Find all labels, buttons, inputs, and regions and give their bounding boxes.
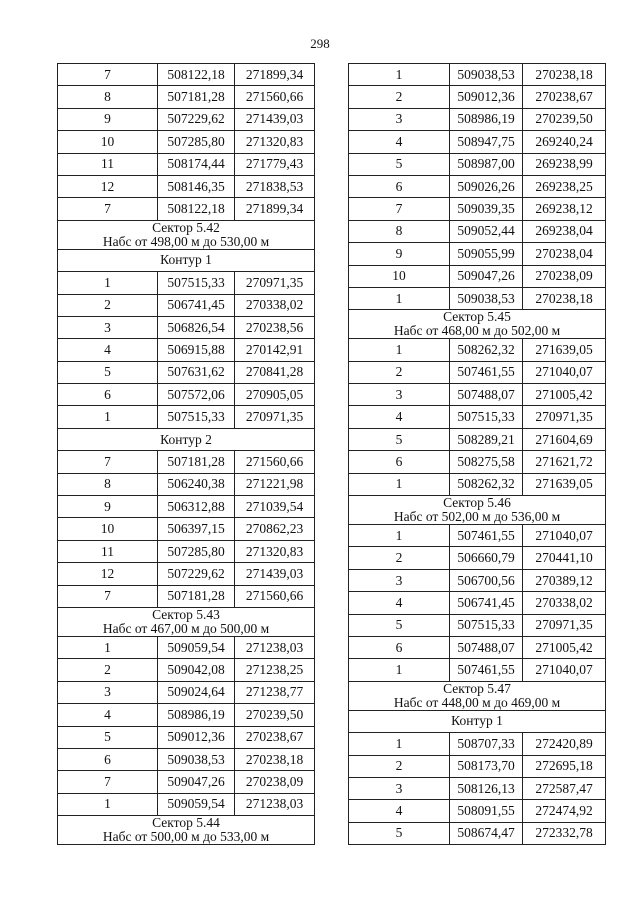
table-row bbox=[349, 592, 606, 614]
point-number-cell: 4 bbox=[349, 800, 450, 822]
point-number-cell: 3 bbox=[349, 777, 450, 799]
table-row bbox=[58, 473, 315, 495]
y-coordinate-cell: 270338,02 bbox=[235, 294, 315, 316]
x-coordinate-cell: 507461,55 bbox=[450, 659, 523, 681]
x-coordinate-cell: 507461,55 bbox=[450, 525, 523, 547]
coordinates-table-left bbox=[57, 63, 315, 845]
y-coordinate-cell: 272474,92 bbox=[523, 800, 606, 822]
table-row bbox=[349, 659, 606, 681]
x-coordinate-cell: 507515,33 bbox=[450, 614, 523, 636]
y-coordinate-cell: 270971,35 bbox=[235, 272, 315, 294]
table-row bbox=[58, 406, 315, 428]
point-number-cell: 7 bbox=[58, 451, 158, 473]
point-number-cell: 6 bbox=[58, 384, 158, 406]
sector-header-row bbox=[58, 220, 315, 249]
sector-header bbox=[349, 310, 606, 339]
table-row bbox=[349, 777, 606, 799]
table-row bbox=[349, 86, 606, 108]
table-row bbox=[58, 451, 315, 473]
sector-height-range: Набс от 500,00 м до 533,00 м bbox=[102, 829, 270, 845]
sector-height-range: Набс от 448,00 м до 469,00 м bbox=[393, 694, 561, 710]
sector-header bbox=[349, 681, 606, 710]
point-number-cell: 3 bbox=[349, 569, 450, 591]
table-row bbox=[349, 108, 606, 130]
point-number-cell: 1 bbox=[349, 733, 450, 755]
point-number-cell: 5 bbox=[58, 361, 158, 383]
table-row bbox=[58, 86, 315, 108]
point-number-cell: 11 bbox=[58, 153, 158, 175]
table-row bbox=[349, 406, 606, 428]
sector-header-row bbox=[58, 607, 315, 636]
contour-title: Контур 1 bbox=[349, 710, 606, 732]
x-coordinate-cell: 507229,62 bbox=[158, 108, 235, 130]
table-row bbox=[58, 272, 315, 294]
y-coordinate-cell: 270238,18 bbox=[523, 287, 606, 309]
table-row bbox=[349, 198, 606, 220]
point-number-cell: 9 bbox=[58, 108, 158, 130]
y-coordinate-cell: 270239,50 bbox=[523, 108, 606, 130]
point-number-cell: 2 bbox=[349, 86, 450, 108]
x-coordinate-cell: 508091,55 bbox=[450, 800, 523, 822]
y-coordinate-cell: 272420,89 bbox=[523, 733, 606, 755]
point-number-cell: 2 bbox=[58, 659, 158, 681]
x-coordinate-cell: 507181,28 bbox=[158, 451, 235, 473]
x-coordinate-cell: 507572,06 bbox=[158, 384, 235, 406]
x-coordinate-cell: 507181,28 bbox=[158, 86, 235, 108]
x-coordinate-cell: 509026,26 bbox=[450, 175, 523, 197]
y-coordinate-cell: 271238,03 bbox=[235, 793, 315, 815]
x-coordinate-cell: 508173,70 bbox=[450, 755, 523, 777]
table-row bbox=[349, 243, 606, 265]
table-row bbox=[349, 287, 606, 309]
point-number-cell: 2 bbox=[58, 294, 158, 316]
point-number-cell: 12 bbox=[58, 175, 158, 197]
y-coordinate-cell: 271040,07 bbox=[523, 361, 606, 383]
y-coordinate-cell: 269238,99 bbox=[523, 153, 606, 175]
point-number-cell: 1 bbox=[58, 793, 158, 815]
point-number-cell: 5 bbox=[349, 428, 450, 450]
point-number-cell: 10 bbox=[349, 265, 450, 287]
sector-title: Сектор 5.42 bbox=[152, 219, 220, 235]
point-number-cell: 11 bbox=[58, 540, 158, 562]
table-row bbox=[58, 198, 315, 220]
sector-title: Сектор 5.46 bbox=[443, 495, 511, 511]
point-number-cell: 1 bbox=[349, 473, 450, 495]
x-coordinate-cell: 509038,53 bbox=[158, 748, 235, 770]
y-coordinate-cell: 271439,03 bbox=[235, 108, 315, 130]
point-number-cell: 7 bbox=[58, 198, 158, 220]
y-coordinate-cell: 271439,03 bbox=[235, 563, 315, 585]
sector-header bbox=[58, 816, 315, 845]
sector-title: Сектор 5.47 bbox=[443, 680, 511, 696]
x-coordinate-cell: 508275,58 bbox=[450, 451, 523, 473]
y-coordinate-cell: 271899,34 bbox=[235, 64, 315, 86]
x-coordinate-cell: 509052,44 bbox=[450, 220, 523, 242]
y-coordinate-cell: 270238,67 bbox=[235, 726, 315, 748]
table-row bbox=[349, 64, 606, 86]
y-coordinate-cell: 271005,42 bbox=[523, 384, 606, 406]
point-number-cell: 5 bbox=[349, 822, 450, 844]
table-row bbox=[349, 339, 606, 361]
point-number-cell: 1 bbox=[349, 287, 450, 309]
table-row bbox=[349, 636, 606, 658]
point-number-cell: 5 bbox=[349, 614, 450, 636]
table-row bbox=[349, 755, 606, 777]
x-coordinate-cell: 507631,62 bbox=[158, 361, 235, 383]
x-coordinate-cell: 508289,21 bbox=[450, 428, 523, 450]
x-coordinate-cell: 508707,33 bbox=[450, 733, 523, 755]
point-number-cell: 7 bbox=[58, 64, 158, 86]
y-coordinate-cell: 270238,09 bbox=[235, 771, 315, 793]
x-coordinate-cell: 507515,33 bbox=[158, 272, 235, 294]
table-row bbox=[58, 748, 315, 770]
y-coordinate-cell: 271899,34 bbox=[235, 198, 315, 220]
x-coordinate-cell: 509059,54 bbox=[158, 636, 235, 658]
table-row bbox=[349, 131, 606, 153]
y-coordinate-cell: 271005,42 bbox=[523, 636, 606, 658]
x-coordinate-cell: 508674,47 bbox=[450, 822, 523, 844]
table-row bbox=[349, 822, 606, 844]
x-coordinate-cell: 507515,33 bbox=[158, 406, 235, 428]
table-row bbox=[349, 569, 606, 591]
table-row bbox=[349, 220, 606, 242]
y-coordinate-cell: 271560,66 bbox=[235, 585, 315, 607]
x-coordinate-cell: 507285,80 bbox=[158, 540, 235, 562]
x-coordinate-cell: 506826,54 bbox=[158, 316, 235, 338]
table-row bbox=[58, 585, 315, 607]
sector-title: Сектор 5.43 bbox=[152, 606, 220, 622]
point-number-cell: 8 bbox=[58, 86, 158, 108]
x-coordinate-cell: 509042,08 bbox=[158, 659, 235, 681]
sector-title: Сектор 5.44 bbox=[152, 815, 220, 831]
contour-title: Контур 1 bbox=[58, 249, 315, 271]
x-coordinate-cell: 507461,55 bbox=[450, 361, 523, 383]
sector-height-range: Набс от 468,00 м до 502,00 м bbox=[393, 323, 561, 339]
point-number-cell: 2 bbox=[349, 547, 450, 569]
point-number-cell: 6 bbox=[349, 451, 450, 473]
y-coordinate-cell: 271560,66 bbox=[235, 451, 315, 473]
sector-header-row bbox=[349, 496, 606, 525]
point-number-cell: 4 bbox=[349, 131, 450, 153]
point-number-cell: 7 bbox=[349, 198, 450, 220]
y-coordinate-cell: 270971,35 bbox=[523, 614, 606, 636]
y-coordinate-cell: 271838,53 bbox=[235, 175, 315, 197]
table-row bbox=[58, 793, 315, 815]
x-coordinate-cell: 506312,88 bbox=[158, 496, 235, 518]
x-coordinate-cell: 508987,00 bbox=[450, 153, 523, 175]
y-coordinate-cell: 271621,72 bbox=[523, 451, 606, 473]
point-number-cell: 1 bbox=[349, 64, 450, 86]
point-number-cell: 7 bbox=[58, 585, 158, 607]
y-coordinate-cell: 271040,07 bbox=[523, 525, 606, 547]
sector-title: Сектор 5.45 bbox=[443, 309, 511, 325]
contour-title: Контур 2 bbox=[58, 428, 315, 450]
y-coordinate-cell: 270905,05 bbox=[235, 384, 315, 406]
sector-header-row bbox=[58, 816, 315, 845]
table-row bbox=[349, 384, 606, 406]
sector-header-row bbox=[349, 310, 606, 339]
x-coordinate-cell: 506660,79 bbox=[450, 547, 523, 569]
y-coordinate-cell: 270238,04 bbox=[523, 243, 606, 265]
y-coordinate-cell: 270862,23 bbox=[235, 518, 315, 540]
table-row bbox=[349, 361, 606, 383]
x-coordinate-cell: 506741,45 bbox=[450, 592, 523, 614]
point-number-cell: 6 bbox=[349, 636, 450, 658]
y-coordinate-cell: 270238,67 bbox=[523, 86, 606, 108]
sector-header bbox=[349, 496, 606, 525]
x-coordinate-cell: 509038,53 bbox=[450, 64, 523, 86]
point-number-cell: 3 bbox=[58, 681, 158, 703]
x-coordinate-cell: 508122,18 bbox=[158, 64, 235, 86]
table-row bbox=[58, 563, 315, 585]
table-row bbox=[349, 525, 606, 547]
y-coordinate-cell: 270142,91 bbox=[235, 339, 315, 361]
point-number-cell: 8 bbox=[349, 220, 450, 242]
table-row bbox=[349, 614, 606, 636]
table-row bbox=[58, 131, 315, 153]
table-row bbox=[58, 704, 315, 726]
y-coordinate-cell: 270841,28 bbox=[235, 361, 315, 383]
table-row bbox=[58, 771, 315, 793]
x-coordinate-cell: 506741,45 bbox=[158, 294, 235, 316]
table-row bbox=[349, 473, 606, 495]
x-coordinate-cell: 509047,26 bbox=[158, 771, 235, 793]
x-coordinate-cell: 506397,15 bbox=[158, 518, 235, 540]
table-row bbox=[58, 108, 315, 130]
y-coordinate-cell: 269238,12 bbox=[523, 198, 606, 220]
y-coordinate-cell: 271238,77 bbox=[235, 681, 315, 703]
point-number-cell: 1 bbox=[349, 339, 450, 361]
y-coordinate-cell: 272695,18 bbox=[523, 755, 606, 777]
point-number-cell: 10 bbox=[58, 518, 158, 540]
table-row bbox=[349, 175, 606, 197]
x-coordinate-cell: 509047,26 bbox=[450, 265, 523, 287]
point-number-cell: 9 bbox=[349, 243, 450, 265]
point-number-cell: 7 bbox=[58, 771, 158, 793]
y-coordinate-cell: 271639,05 bbox=[523, 473, 606, 495]
x-coordinate-cell: 509024,64 bbox=[158, 681, 235, 703]
x-coordinate-cell: 509059,54 bbox=[158, 793, 235, 815]
table-row bbox=[349, 265, 606, 287]
x-coordinate-cell: 506240,38 bbox=[158, 473, 235, 495]
point-number-cell: 1 bbox=[58, 406, 158, 428]
table-row bbox=[58, 636, 315, 658]
sector-height-range: Набс от 498,00 м до 530,00 м bbox=[102, 233, 270, 249]
point-number-cell: 1 bbox=[349, 659, 450, 681]
point-number-cell: 3 bbox=[349, 384, 450, 406]
x-coordinate-cell: 508262,32 bbox=[450, 339, 523, 361]
point-number-cell: 4 bbox=[349, 592, 450, 614]
table-row bbox=[58, 361, 315, 383]
x-coordinate-cell: 507488,07 bbox=[450, 636, 523, 658]
point-number-cell: 3 bbox=[58, 316, 158, 338]
y-coordinate-cell: 271238,25 bbox=[235, 659, 315, 681]
page-number: 298 bbox=[310, 36, 330, 51]
x-coordinate-cell: 509055,99 bbox=[450, 243, 523, 265]
table-row bbox=[58, 518, 315, 540]
x-coordinate-cell: 509038,53 bbox=[450, 287, 523, 309]
point-number-cell: 1 bbox=[58, 636, 158, 658]
x-coordinate-cell: 508262,32 bbox=[450, 473, 523, 495]
x-coordinate-cell: 509039,35 bbox=[450, 198, 523, 220]
x-coordinate-cell: 508146,35 bbox=[158, 175, 235, 197]
x-coordinate-cell: 509012,36 bbox=[158, 726, 235, 748]
table-row bbox=[58, 294, 315, 316]
sector-height-range: Набс от 467,00 м до 500,00 м bbox=[102, 620, 270, 636]
point-number-cell: 8 bbox=[58, 473, 158, 495]
y-coordinate-cell: 272587,47 bbox=[523, 777, 606, 799]
y-coordinate-cell: 271238,03 bbox=[235, 636, 315, 658]
x-coordinate-cell: 507181,28 bbox=[158, 585, 235, 607]
y-coordinate-cell: 270971,35 bbox=[523, 406, 606, 428]
sector-header bbox=[58, 607, 315, 636]
x-coordinate-cell: 507515,33 bbox=[450, 406, 523, 428]
y-coordinate-cell: 272332,78 bbox=[523, 822, 606, 844]
table-row bbox=[58, 681, 315, 703]
table-row bbox=[58, 175, 315, 197]
table-row bbox=[349, 451, 606, 473]
table-row bbox=[349, 428, 606, 450]
table-row bbox=[58, 659, 315, 681]
table-row bbox=[58, 726, 315, 748]
y-coordinate-cell: 270389,12 bbox=[523, 569, 606, 591]
y-coordinate-cell: 270238,18 bbox=[235, 748, 315, 770]
point-number-cell: 4 bbox=[58, 339, 158, 361]
contour-header-row bbox=[349, 710, 606, 732]
point-number-cell: 6 bbox=[349, 175, 450, 197]
y-coordinate-cell: 269238,04 bbox=[523, 220, 606, 242]
y-coordinate-cell: 270239,50 bbox=[235, 704, 315, 726]
y-coordinate-cell: 270238,18 bbox=[523, 64, 606, 86]
point-number-cell: 5 bbox=[349, 153, 450, 175]
y-coordinate-cell: 270441,10 bbox=[523, 547, 606, 569]
point-number-cell: 1 bbox=[349, 525, 450, 547]
point-number-cell: 12 bbox=[58, 563, 158, 585]
y-coordinate-cell: 271560,66 bbox=[235, 86, 315, 108]
sector-header bbox=[58, 220, 315, 249]
table-row bbox=[58, 339, 315, 361]
table-row bbox=[349, 733, 606, 755]
point-number-cell: 2 bbox=[349, 361, 450, 383]
table-row bbox=[58, 540, 315, 562]
y-coordinate-cell: 271639,05 bbox=[523, 339, 606, 361]
point-number-cell: 4 bbox=[58, 704, 158, 726]
y-coordinate-cell: 271604,69 bbox=[523, 428, 606, 450]
contour-header-row bbox=[58, 428, 315, 450]
x-coordinate-cell: 506700,56 bbox=[450, 569, 523, 591]
y-coordinate-cell: 270971,35 bbox=[235, 406, 315, 428]
table-row bbox=[58, 153, 315, 175]
point-number-cell: 3 bbox=[349, 108, 450, 130]
point-number-cell: 1 bbox=[58, 272, 158, 294]
coordinates-table-right bbox=[348, 63, 606, 845]
y-coordinate-cell: 269238,25 bbox=[523, 175, 606, 197]
x-coordinate-cell: 508986,19 bbox=[158, 704, 235, 726]
y-coordinate-cell: 270238,09 bbox=[523, 265, 606, 287]
x-coordinate-cell: 508122,18 bbox=[158, 198, 235, 220]
x-coordinate-cell: 509012,36 bbox=[450, 86, 523, 108]
table-row bbox=[58, 384, 315, 406]
y-coordinate-cell: 271779,43 bbox=[235, 153, 315, 175]
y-coordinate-cell: 271320,83 bbox=[235, 131, 315, 153]
table-row bbox=[58, 64, 315, 86]
table-row bbox=[349, 153, 606, 175]
x-coordinate-cell: 506915,88 bbox=[158, 339, 235, 361]
x-coordinate-cell: 507285,80 bbox=[158, 131, 235, 153]
x-coordinate-cell: 507229,62 bbox=[158, 563, 235, 585]
y-coordinate-cell: 270338,02 bbox=[523, 592, 606, 614]
point-number-cell: 9 bbox=[58, 496, 158, 518]
y-coordinate-cell: 271221,98 bbox=[235, 473, 315, 495]
table-row bbox=[58, 496, 315, 518]
y-coordinate-cell: 271040,07 bbox=[523, 659, 606, 681]
x-coordinate-cell: 508986,19 bbox=[450, 108, 523, 130]
table-row bbox=[58, 316, 315, 338]
point-number-cell: 5 bbox=[58, 726, 158, 748]
table-row bbox=[349, 800, 606, 822]
point-number-cell: 4 bbox=[349, 406, 450, 428]
point-number-cell: 10 bbox=[58, 131, 158, 153]
point-number-cell: 2 bbox=[349, 755, 450, 777]
y-coordinate-cell: 271039,54 bbox=[235, 496, 315, 518]
table-row bbox=[349, 547, 606, 569]
x-coordinate-cell: 508947,75 bbox=[450, 131, 523, 153]
sector-header-row bbox=[349, 681, 606, 710]
x-coordinate-cell: 508174,44 bbox=[158, 153, 235, 175]
y-coordinate-cell: 271320,83 bbox=[235, 540, 315, 562]
sector-height-range: Набс от 502,00 м до 536,00 м bbox=[393, 509, 561, 525]
point-number-cell: 6 bbox=[58, 748, 158, 770]
y-coordinate-cell: 269240,24 bbox=[523, 131, 606, 153]
x-coordinate-cell: 507488,07 bbox=[450, 384, 523, 406]
contour-header-row bbox=[58, 249, 315, 271]
x-coordinate-cell: 508126,13 bbox=[450, 777, 523, 799]
y-coordinate-cell: 270238,56 bbox=[235, 316, 315, 338]
